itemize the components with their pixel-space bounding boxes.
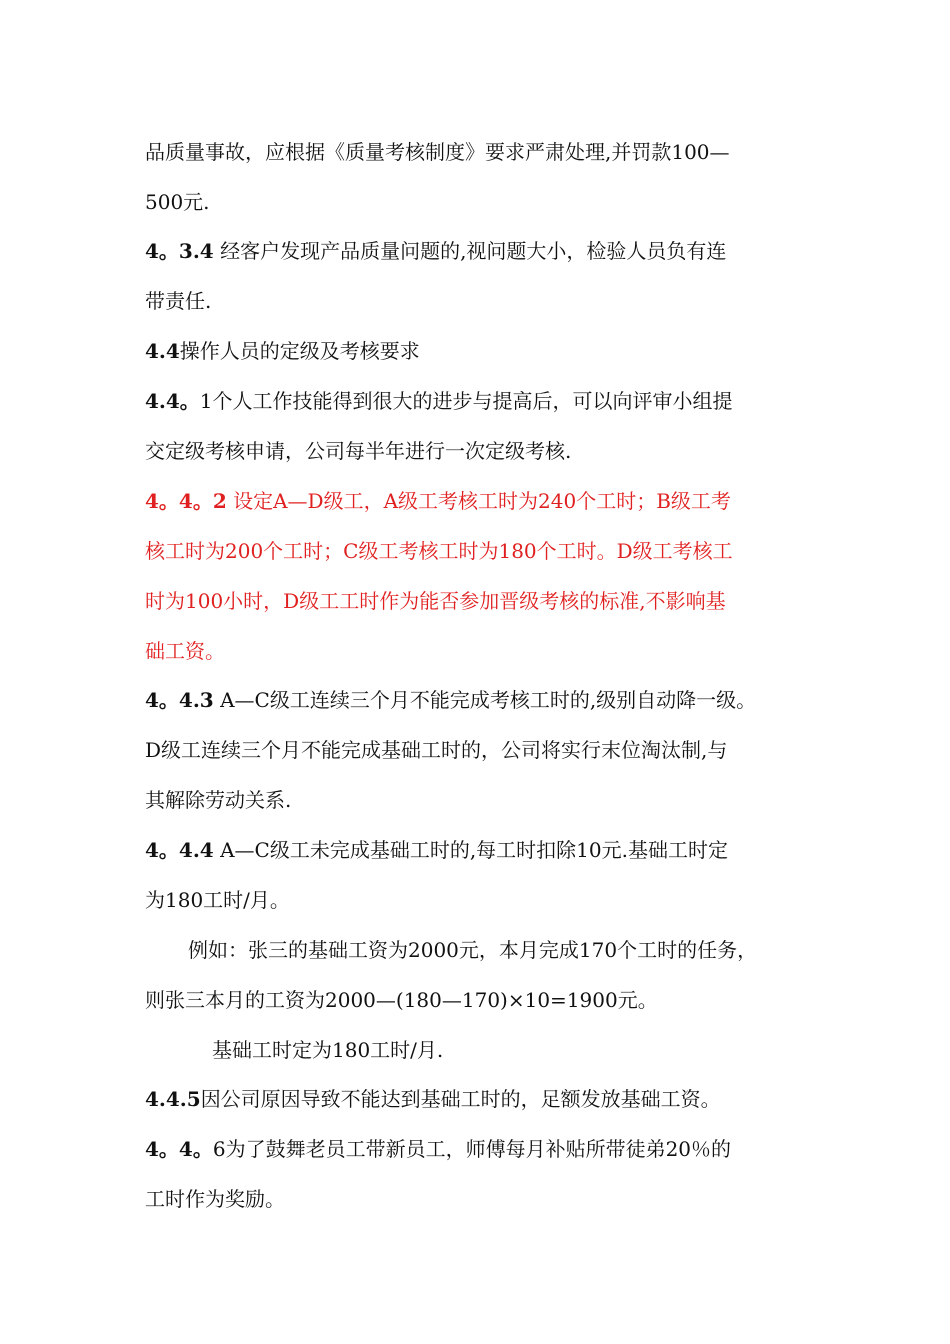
line-text: 带责任. (145, 289, 212, 313)
text-line (145, 587, 726, 615)
text-line (145, 188, 210, 216)
line-text: 设定A—D级工，A级工考核工时为240个工时；B级工考 (226, 489, 731, 513)
text-line (145, 786, 291, 814)
line-text: 因公司原因导致不能达到基础工时的，足额发放基础工资。 (200, 1087, 721, 1111)
line-text: A—C级工连续三个月不能完成考核工时的,级别自动降一级。 (213, 688, 757, 712)
note-line (212, 1036, 443, 1064)
line-text: 操作人员的定级及考核要求 (179, 339, 420, 363)
clause-4-4-4 (145, 836, 728, 864)
text-line (145, 637, 225, 665)
line-text: 其解除劳动关系. (145, 788, 292, 812)
clause-number: 4.4 (145, 339, 180, 363)
text-line (145, 1185, 285, 1213)
line-text: 1个人工作技能得到很大的进步与提高后，可以向评审小组提 (199, 389, 733, 413)
text-line (145, 986, 658, 1014)
clause-4-4-3 (145, 686, 756, 714)
example-line (188, 936, 757, 964)
line-text: 则张三本月的工资为2000—(180—170)×10=1900元。 (145, 988, 658, 1012)
line-text: 核工时为200个工时；C级工考核工时为180个工时。D级工考核工 (145, 539, 733, 563)
clause-4-4-2 (145, 487, 731, 515)
line-text: 6为了鼓舞老员工带新员工，师傅每月补贴所带徒弟20％的 (212, 1137, 732, 1161)
line-text: 500元. (145, 190, 210, 214)
text-line (145, 138, 730, 166)
clause-number: 4。3.4 (145, 239, 214, 263)
text-line (145, 437, 571, 465)
clause-4-4-6 (145, 1135, 731, 1163)
clause-number: 4。4.3 (145, 688, 214, 712)
line-text: 时为100小时，D级工工时作为能否参加晋级考核的标准,不影响基 (145, 589, 726, 613)
line-text: 品质量事故，应根据《质量考核制度》要求严肃处理,并罚款100— (145, 140, 730, 164)
line-text: 工时作为奖励。 (145, 1187, 285, 1211)
clause-number: 4。4。2 (145, 489, 227, 513)
line-text: 础工资。 (145, 639, 225, 663)
section-heading-4-4 (145, 337, 420, 365)
clause-4-4-5 (145, 1085, 721, 1113)
clause-4-4-1 (145, 387, 733, 415)
line-text: 经客户发现产品质量问题的,视问题大小，检验人员负有连 (213, 239, 727, 263)
line-text: D级工连续三个月不能完成基础工时的，公司将实行末位淘汰制,与 (145, 738, 728, 762)
clause-4-3-4 (145, 237, 726, 265)
text-line (145, 287, 211, 315)
line-text: 基础工时定为180工时/月. (212, 1038, 444, 1062)
line-text: 交定级考核申请，公司每半年进行一次定级考核. (145, 439, 572, 463)
text-line (145, 736, 727, 764)
line-text: 例如：张三的基础工资为2000元，本月完成170个工时的任务， (188, 938, 758, 962)
clause-number: 4.4.5 (145, 1087, 201, 1111)
clause-number: 4。4.4 (145, 838, 214, 862)
line-text: A—C级工未完成基础工时的,每工时扣除10元.基础工时定 (213, 838, 728, 862)
line-text: 为180工时/月。 (145, 888, 290, 912)
clause-number: 4。4。 (145, 1137, 213, 1161)
clause-number: 4.4。 (145, 389, 200, 413)
text-line (145, 886, 290, 914)
text-line (145, 537, 733, 565)
